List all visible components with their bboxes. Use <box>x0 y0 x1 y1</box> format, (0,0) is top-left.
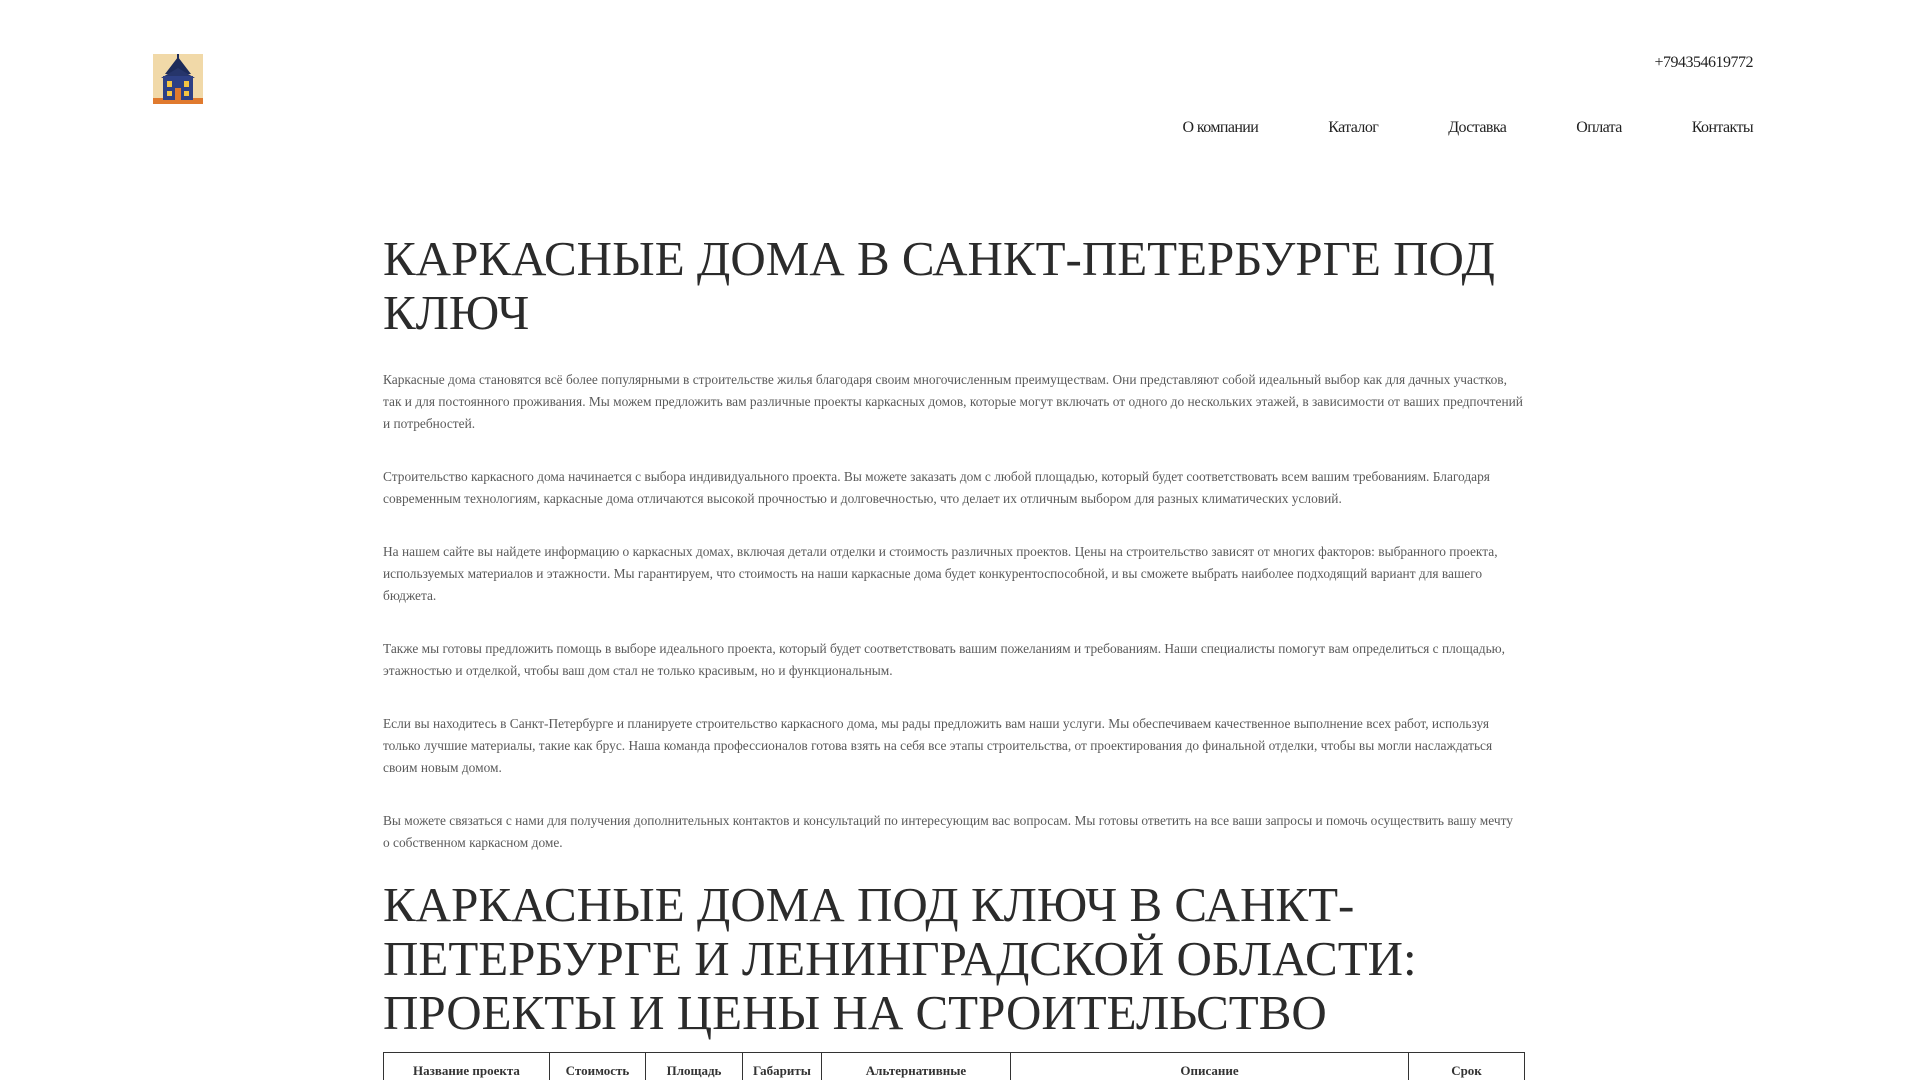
column-header-description: Описание <box>1011 1053 1409 1080</box>
projects-table <box>383 1052 1525 1080</box>
column-header-area: Площадь <box>646 1053 743 1080</box>
nav-item-delivery[interactable]: Доставка <box>1448 119 1507 136</box>
column-header-term: Срок <box>1409 1053 1525 1080</box>
paragraph: Вы можете связаться с нами для получения дополнительных контактов и консультаций по интересующим вас вопросам. Мы готовы ответить на все ваши запросы и помочь осуществить вашу мечту о собственном каркасном доме. <box>383 813 1513 850</box>
section-title: КАРКАСНЫЕ ДОМА ПОД КЛЮЧ В САНКТ-ПЕТЕРБУРГЕ И ЛЕНИНГРАДСКОЙ ОБЛАСТИ: ПРОЕКТЫ И ЦЕНЫ НА СТРОИТЕЛЬСТВО <box>383 877 1417 1040</box>
page-title: КАРКАСНЫЕ ДОМА В САНКТ-ПЕТЕРБУРГЕ ПОД КЛЮЧ <box>383 231 1495 340</box>
phone-link[interactable]: +794354619772 <box>1654 54 1753 71</box>
paragraph: Если вы находитесь в Санкт-Петербурге и планируете строительство каркасного дома, мы рады предложить вам наши услуги. Мы обеспечиваем качественное выполнение всех работ, используя только лучшие материалы, такие как брус. Наша команда профессионалов готова взять на себя все этапы строительства, от проектирования до финальной отделки, чтобы вы могли наслаждаться своим новым домом. <box>383 716 1493 775</box>
site-logo[interactable] <box>153 54 203 104</box>
main-content <box>383 232 1523 1080</box>
nav-item-contacts[interactable]: Контакты <box>1691 119 1753 136</box>
paragraph: Каркасные дома становятся всё более популярными в строительстве жилья благодаря своим многочисленным преимуществам. Они представляют собой идеальный выбор как для дачных участков, так и для постоянного проживания. Мы можем предложить вам различные проекты каркасных домов, которые могут включать от одного до нескольких этажей, в зависимости от ваших предпочтений и потребностей. <box>383 372 1523 431</box>
table-header-row <box>384 1053 1525 1080</box>
nav-item-catalog[interactable]: Каталог <box>1328 119 1379 136</box>
haunted-house-icon <box>153 54 203 104</box>
nav-item-about[interactable]: О компании <box>1182 119 1259 136</box>
column-header-dimensions: Габариты <box>743 1053 822 1080</box>
paragraph: На нашем сайте вы найдете информацию о каркасных домах, включая детали отделки и стоимость различных проектов. Цены на строительство зависят от многих факторов: выбранного проекта, используемых материалов и этажности. Мы гарантируем, что стоимость на наши каркасные дома будет конкурентоспособной, и вы сможете выбрать наиболее подходящий вариант для вашего бюджета. <box>383 544 1498 603</box>
paragraph: Строительство каркасного дома начинается с выбора индивидуального проекта. Вы можете заказать дом с любой площадью, который будет соответствовать всем вашим требованиям. Благодаря современным технологиям, каркасные дома отличаются высокой прочностью и долговечностью, что делает их отличным выбором для разных климатических условий. <box>383 469 1490 506</box>
main-nav <box>1113 119 1753 137</box>
column-header-alternatives: Альтернативные <box>822 1053 1011 1080</box>
nav-item-payment[interactable]: Оплата <box>1576 119 1622 136</box>
paragraph: Также мы готовы предложить помощь в выборе идеального проекта, который будет соответствовать вашим пожеланиям и требованиям. Наши специалисты помогут вам определиться с площадью, этажностью и отделкой, чтобы ваш дом стал не только красивым, но и функциональным. <box>383 641 1506 678</box>
column-header-name: Название проекта <box>384 1053 550 1080</box>
column-header-price: Стоимость <box>550 1053 646 1080</box>
